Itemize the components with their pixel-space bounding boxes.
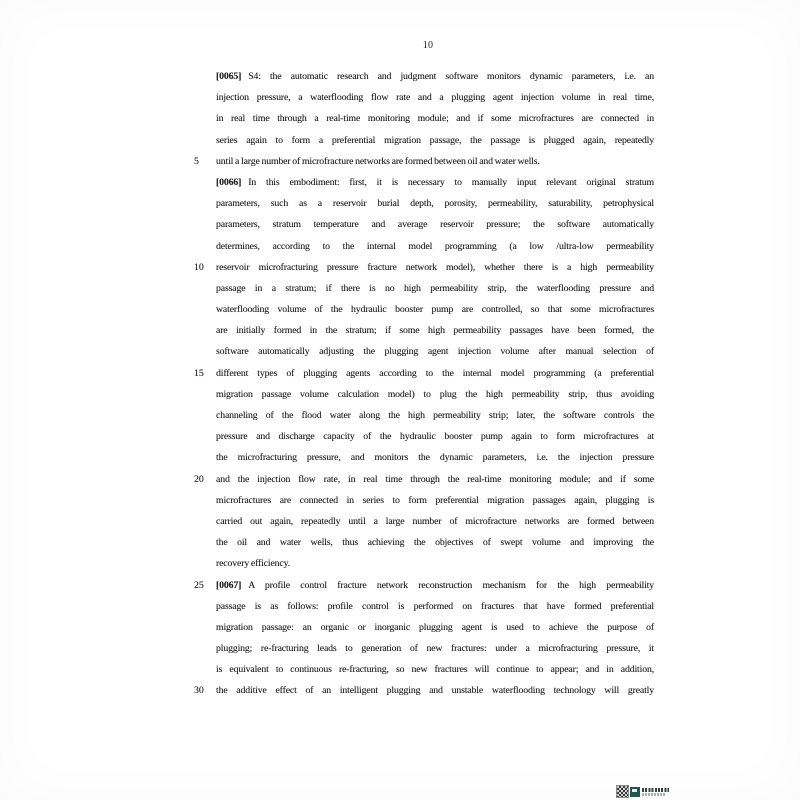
watermark-subtext-bar [642,793,666,796]
line-text: the oil and water wells, thus achieving the objectives of swept volume and improving the [216,537,654,549]
text-line [194,469,654,490]
scan-watermark [617,786,669,797]
line-text: injection pressure, a waterflooding flow rate and a plugging agent injection volume in real time, [216,92,654,104]
paragraph-label: [0065] [216,71,242,82]
text-line [216,341,654,362]
line-number: 25 [194,579,204,591]
text-line [216,617,654,638]
watermark-text-bar [642,788,669,792]
text-line [216,384,654,405]
text-line [216,638,654,659]
line-text: migration passage volume calculation model) to plug the high permeability strip, thus avoiding [216,388,654,400]
paragraph-label: [0067] [216,579,242,591]
text-line [216,214,654,235]
line-number: 10 [194,261,204,273]
line-text: channeling of the flood water along the high permeability strip; later, the software controls the [216,410,654,421]
line-text: recovery efficiency. [216,558,291,570]
line-text: series again to form a preferential migration passage, the passage is plugged again, repeatedly [216,134,654,146]
line-number: 15 [194,367,204,379]
line-text: the microfracturing pressure, and monitors the dynamic parameters, i.e. the injection pressure [216,452,654,464]
line-text: different types of plugging agents according to the internal model programming (a preferential [216,367,654,379]
text-line [216,511,654,532]
text-line [194,575,654,596]
text-line [216,66,654,87]
publisher-logo-icon [630,787,640,797]
text-line [216,553,654,574]
text-line [216,320,654,341]
line-text: plugging; re-fracturing leads to generation of new fractures: under a microfracturing pressure, it [216,643,654,655]
watermark-text [642,788,669,796]
line-text: are initially formed in the stratum; if some high permeability passages have been formed, the [216,325,654,337]
line-text: in real time through a real-time monitoring module; and if some microfractures are connected in [216,113,654,125]
line-text: microfractures are connected in series to form preferential migration passages again, plugging is [216,494,654,506]
line-text: In this embodiment: first, it is necessary to manually input relevant original stratum [248,176,654,188]
text-line [216,130,654,151]
patent-text-block [194,66,654,702]
text-line [216,447,654,468]
text-line [216,426,654,447]
line-text: passage is as follows: profile control is performed on fractures that have formed preferential [216,600,654,612]
line-text: waterflooding volume of the hydraulic booster pump are controlled, so that some microfractures [216,304,654,316]
line-text: parameters, stratum temperature and average reservoir pressure; the software automatically [216,219,654,231]
line-text: reservoir microfracturing pressure fracture network model), whether there is a high permeability [216,261,654,273]
line-text: pressure and discharge capacity of the hydraulic booster pump again to form microfractures at [216,431,654,443]
line-number: 20 [194,473,204,485]
text-line [216,193,654,214]
line-text: determines, according to the internal model programming (a low /ultra-low permeability [216,240,654,252]
text-line [216,299,654,320]
text-line [216,278,654,299]
text-line [216,659,654,680]
text-line [216,87,654,108]
line-text: passage in a stratum; if there is no high permeability strip, the waterflooding pressure and [216,282,654,294]
paragraph-label: [0066] [216,176,242,188]
line-text: until a large number of microfracture networks are formed between oil and water wells. [216,155,540,167]
line-text: S4: the automatic research and judgment software monitors dynamic parameters, i.e. an [248,71,654,82]
line-text: and the injection flow rate, in real time through the real-time monitoring module; and if some [216,473,654,485]
line-text: A profile control fracture network reconstruction mechanism for the high permeability [248,579,654,591]
text-line [216,108,654,129]
page-number: 10 [422,40,434,51]
line-text: is equivalent to continuous re-fracturing, so new fractures will continue to appear; and in addition, [216,664,654,676]
line-number: 30 [194,685,204,697]
line-text: software automatically adjusting the plugging agent injection volume after manual selection of [216,346,654,358]
line-text: the additive effect of an intelligent plugging and unstable waterflooding technology will greatly [216,685,654,697]
text-line [216,405,654,426]
text-line [194,151,654,172]
text-line [216,532,654,553]
line-text: parameters, such as a reservoir burial depth, porosity, permeability, saturability, petrophysical [216,198,654,210]
line-text: carried out again, repeatedly until a large number of microfracture networks are formed between [216,515,654,527]
text-line [216,172,654,193]
text-line [216,236,654,257]
text-line [194,680,654,701]
text-line [194,257,654,278]
text-line [194,363,654,384]
line-text: migration passage: an organic or inorganic plugging agent is used to achieve the purpose of [216,621,654,633]
text-line [216,490,654,511]
text-line [216,596,654,617]
qr-code-icon [617,786,628,797]
line-number: 5 [194,155,199,167]
